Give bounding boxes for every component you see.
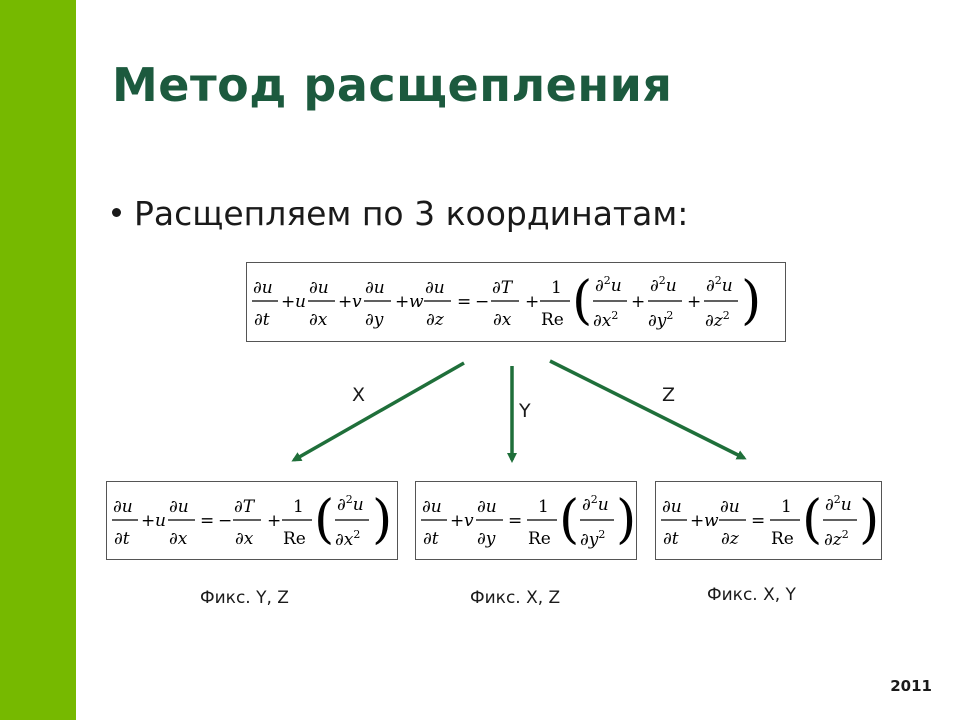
arrow-label-x: X bbox=[352, 384, 366, 406]
caption-x: Фикс. Y, Z bbox=[200, 588, 289, 608]
svg-text:+: + bbox=[687, 292, 702, 312]
caption-z: Фикс. X, Y bbox=[707, 585, 796, 605]
svg-text:∂t: ∂t bbox=[114, 529, 130, 549]
svg-text:∂t: ∂t bbox=[663, 529, 679, 549]
svg-text:Re: Re bbox=[283, 529, 306, 549]
svg-text:+: + bbox=[338, 292, 353, 312]
svg-text:∂u: ∂u bbox=[309, 278, 329, 298]
svg-text:Re: Re bbox=[528, 529, 551, 549]
svg-text:+: + bbox=[631, 292, 646, 312]
arrow-label-y: Y bbox=[519, 400, 531, 422]
svg-text:∂z: ∂z bbox=[721, 529, 739, 549]
svg-text:∂y2: $\partial y^2$ bbox=[580, 528, 606, 550]
svg-text:u: u bbox=[295, 292, 306, 312]
svg-text:1: 1 bbox=[538, 497, 549, 517]
svg-text:∂2u: ∂$^2$u bbox=[825, 493, 852, 515]
svg-text:∂T: ∂T bbox=[234, 497, 255, 517]
svg-text:(: ( bbox=[559, 490, 580, 550]
svg-text:(: ( bbox=[802, 490, 823, 550]
svg-text:=: = bbox=[751, 511, 766, 531]
svg-text:∂u: ∂u bbox=[113, 497, 133, 517]
svg-text:Re: Re bbox=[771, 529, 794, 549]
svg-text:−: − bbox=[218, 511, 233, 531]
svg-text:+: + bbox=[690, 511, 705, 531]
svg-text:∂x: ∂x bbox=[309, 310, 328, 330]
svg-text:(: ( bbox=[572, 271, 593, 331]
svg-text:1: 1 bbox=[293, 497, 304, 517]
svg-text:∂x2: $\partial x^2$ bbox=[335, 528, 361, 550]
svg-text:+: + bbox=[450, 511, 465, 531]
svg-text:∂2u: ∂$^2$u bbox=[582, 493, 609, 515]
slide-title: Метод расщепления bbox=[112, 58, 673, 112]
svg-text:∂u: ∂u bbox=[425, 278, 445, 298]
arrow-z bbox=[550, 361, 744, 458]
svg-text:∂u: ∂u bbox=[662, 497, 682, 517]
svg-text:): ) bbox=[372, 490, 393, 550]
svg-text:v: v bbox=[464, 511, 474, 531]
svg-text:∂x: ∂x bbox=[493, 310, 512, 330]
svg-text:∂x: ∂x bbox=[169, 529, 188, 549]
svg-text:∂2u: ∂$^2$u bbox=[337, 493, 364, 515]
svg-text:∂y: ∂y bbox=[365, 310, 384, 330]
svg-text:=: = bbox=[457, 292, 472, 312]
svg-text:∂t: ∂t bbox=[254, 310, 270, 330]
svg-text:∂2u: ∂$^2$u bbox=[706, 274, 733, 296]
svg-text:+: + bbox=[281, 292, 296, 312]
slide-year: 2011 bbox=[890, 677, 932, 695]
arrow-x bbox=[294, 363, 464, 460]
svg-text:∂z: ∂z bbox=[426, 310, 444, 330]
svg-text:∂2u: ∂$^2$u bbox=[650, 274, 677, 296]
svg-text:∂u: ∂u bbox=[169, 497, 189, 517]
svg-text:∂z2: $\partial z^2$ bbox=[705, 309, 730, 331]
svg-text:−: − bbox=[475, 292, 490, 312]
bullet-text: Расщепляем по 3 координатам: bbox=[134, 194, 689, 233]
svg-text:=: = bbox=[508, 511, 523, 531]
svg-text:∂u: ∂u bbox=[365, 278, 385, 298]
svg-text:=: = bbox=[200, 511, 215, 531]
svg-text:w: w bbox=[704, 511, 719, 531]
svg-text:Re: Re bbox=[541, 310, 564, 330]
svg-text:+: + bbox=[525, 292, 540, 312]
caption-y: Фикс. X, Z bbox=[470, 588, 561, 608]
svg-text:∂u: ∂u bbox=[422, 497, 442, 517]
svg-text:∂u: ∂u bbox=[253, 278, 273, 298]
svg-text:∂u: ∂u bbox=[477, 497, 497, 517]
svg-text:∂u: ∂u bbox=[720, 497, 740, 517]
svg-text:1: 1 bbox=[781, 497, 792, 517]
svg-text:(: ( bbox=[314, 490, 335, 550]
svg-text:∂x: ∂x bbox=[235, 529, 254, 549]
svg-text:1: 1 bbox=[551, 278, 562, 298]
equation-x bbox=[106, 481, 398, 560]
svg-text:): ) bbox=[859, 490, 880, 550]
svg-text:∂t: ∂t bbox=[423, 529, 439, 549]
svg-text:∂y2: $\partial y^2$ bbox=[648, 309, 674, 331]
equation-y bbox=[415, 481, 637, 560]
svg-text:∂2u: ∂$^2$u bbox=[595, 274, 622, 296]
svg-text:∂T: ∂T bbox=[492, 278, 513, 298]
svg-text:∂z2: $\partial z^2$ bbox=[824, 528, 849, 550]
svg-text:u: u bbox=[155, 511, 166, 531]
equation-z bbox=[655, 481, 882, 560]
svg-text:+: + bbox=[141, 511, 156, 531]
svg-text:∂x2: $\partial x^2$ bbox=[593, 309, 619, 331]
svg-text:+: + bbox=[267, 511, 282, 531]
svg-text:v: v bbox=[352, 292, 362, 312]
svg-text:w: w bbox=[409, 292, 424, 312]
svg-text:+: + bbox=[395, 292, 410, 312]
svg-text:): ) bbox=[616, 490, 636, 550]
arrow-label-z: Z bbox=[662, 384, 676, 406]
svg-text:∂y: ∂y bbox=[477, 529, 496, 549]
svg-text:): ) bbox=[741, 271, 762, 331]
